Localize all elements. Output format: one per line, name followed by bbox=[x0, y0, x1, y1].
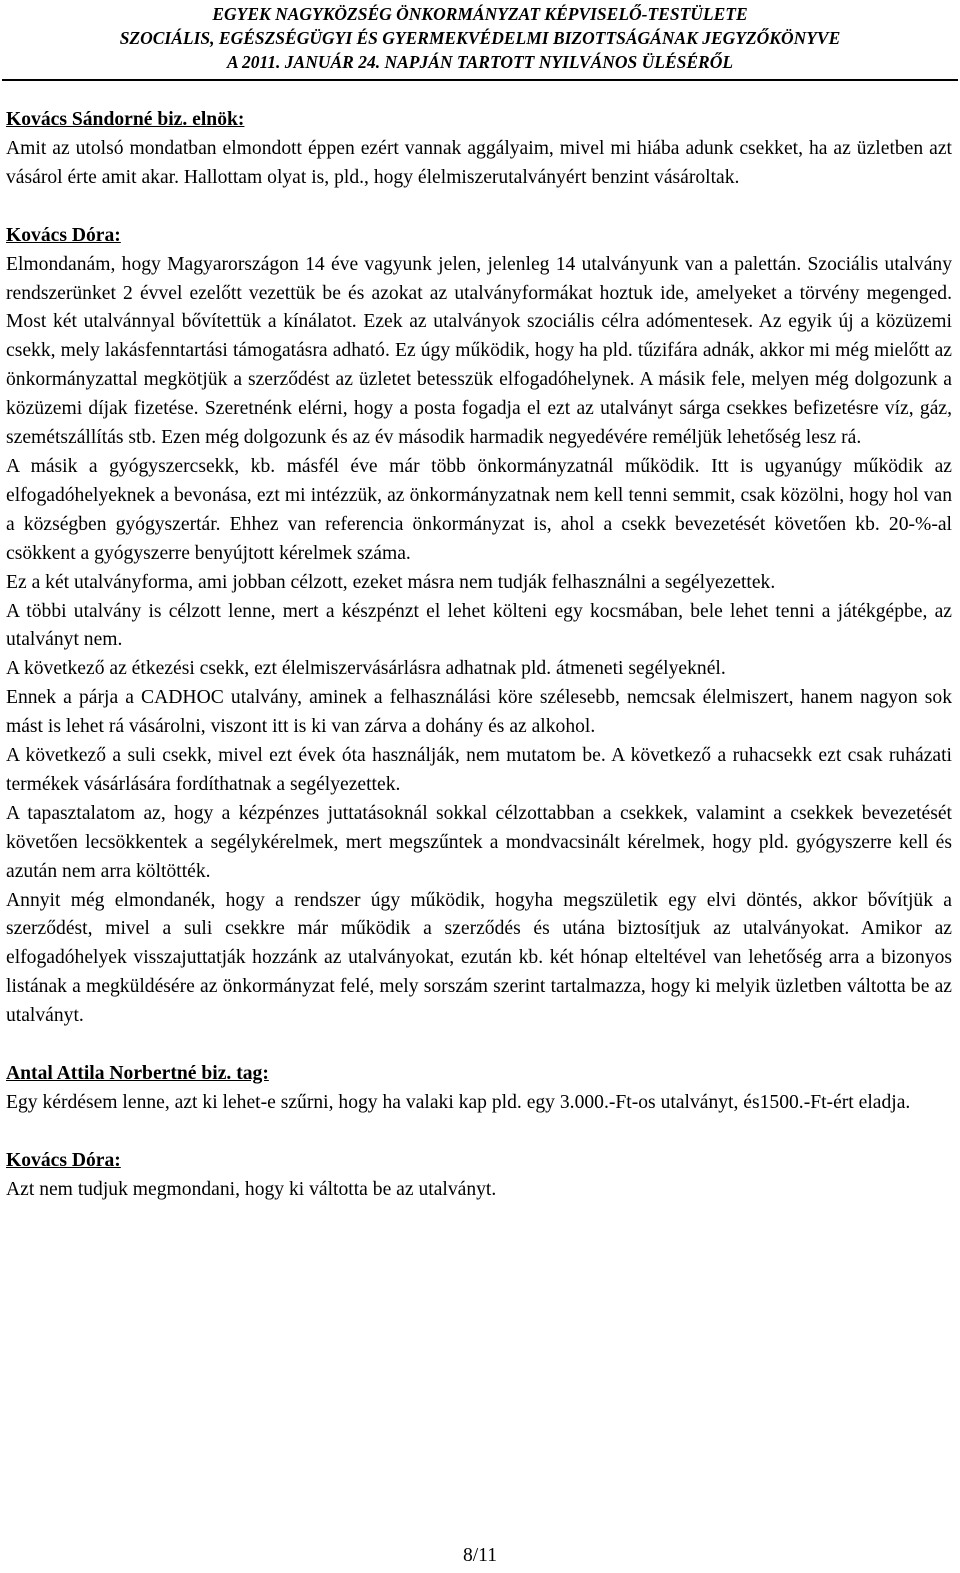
speaker-name: Kovács Sándorné biz. elnök: bbox=[6, 109, 245, 130]
statement-paragraph: A tapasztalatom az, hogy a kézpénzes juttatásoknál sokkal célzottabban a csekkek, valamint a csekkek bevezetését követően lecsökkentek a segélykérelmek, mert megszűntek a mondvacsinált kérelmek, hogy pld. gyógyszerre kell és azután nem arra költötték. bbox=[6, 802, 952, 882]
statement-paragraph: Azt nem tudjuk megmondani, hogy ki váltotta be az utalványt. bbox=[6, 1178, 497, 1200]
minutes-body bbox=[6, 106, 952, 1205]
statement-paragraph: A másik a gyógyszercsekk, kb. másfél éve már több önkormányzatnál működik. Itt is ugyanúgy működik az elfogadóhelyeknek a bevonása, ezt mi intézzük, az önkormányzatnak nem kell tenni semmit, csak közölni, hogy hol van a községben gyógyszertár. Ehhez van referencia önkormányzat is, ahol a csekk bevezetését követően kb. 20-%-al csökkent a gyógyszerre benyújtott kérelmek száma. bbox=[6, 455, 952, 564]
speaker-name: Kovács Dóra: bbox=[6, 224, 121, 246]
speaker-name: Antal Attila Norbertné biz. tag: bbox=[6, 1063, 269, 1085]
statement-paragraph: Egy kérdésem lenne, azt ki lehet-e szűrni, hogy ha valaki kap pld. egy 3.000.-Ft-os utalványt, és1500.-Ft-ért eladja. bbox=[6, 1092, 911, 1113]
header-line-2: SZOCIÁLIS, EGÉSZSÉGÜGYI ÉS GYERMEKVÉDELMI BIZOTTSÁGÁNAK JEGYZŐKÖNYVE bbox=[119, 28, 841, 48]
section-spacer bbox=[6, 1031, 952, 1060]
statement-paragraph: Annyit még elmondanék, hogy a rendszer úgy működik, hogyha megszületik egy elvi döntés, akkor bővítjük a szerződést, mivel a suli csekkre már működik a szerződés és utána biztosítjuk az utalványokat. Amikor az elfogadóhelyek visszajuttatják hozzánk az utalványokat, ezután kb. két hónap elteltével van lehetőség arra a bizonyos listának a megküldésére az önkormányzat felé, mely sorszám szerint tartalmazza, hogy ki melyik üzletben váltotta be az utalványt. bbox=[6, 889, 952, 1027]
header-line-3: A 2011. JANUÁR 24. NAPJÁN TARTOTT NYILVÁNOS ÜLÉSÉRŐL bbox=[226, 52, 734, 72]
statement-paragraph: Amit az utolsó mondatban elmondott éppen ezért vannak aggályaim, mivel mi hiába adunk csekket, ha az üzletben azt vásárol érte amit akar. Hallottam olyat is, pld., hogy élelmiszerutalványért benzint vásároltak. bbox=[6, 137, 952, 188]
page-number: 8/11 bbox=[462, 1545, 498, 1566]
statement-paragraph: Ennek a párja a CADHOC utalvány, aminek a felhasználási köre szélesebb, nemcsak élelmiszert, hanem nagyon sok mást is lehet rá vásárolni, viszont itt is ki van zárva a dohány és az alkohol. bbox=[6, 687, 952, 738]
section-spacer bbox=[6, 1118, 952, 1147]
statement-paragraph: A következő az étkezési csekk, ezt élelmiszervásárlásra adhatnak pld. átmeneti segélyeknél. bbox=[6, 658, 726, 680]
statement-paragraph: Ez a két utalványforma, ami jobban célzott, ezeket másra nem tudják felhasználni a segélyezettek. bbox=[6, 571, 776, 593]
statement-paragraph: A következő a suli csekk, mivel ezt évek óta használják, nem mutatom be. A következő a ruhacsekk ezt csak ruházati termékek vásárlására fordíthatnak a segélyezettek. bbox=[6, 745, 952, 795]
speaker-name: Kovács Dóra: bbox=[6, 1149, 121, 1171]
statement-paragraph: A többi utalvány is célzott lenne, mert a készpénzt el lehet költeni egy kocsmában, bele lehet tenni a játékgépbe, az utalványt nem. bbox=[6, 600, 952, 651]
statement-paragraph: Elmondanám, hogy Magyarországon 14 éve vagyunk jelen, jelenleg 14 utalványunk van a palettán. Szociális utalvány rendszerünket 2 évvel ezelőtt vezettük be és azokat az utalványformákat hoztuk ide, amelyeket a törvény megenged. Most két utalvánnyal bővítettük a kínálatot. Ezek az utalványok szociális célra adómentesek. Az egyik új a közüzemi csekk, mely lakásfenntartási támogatásra adható. Ez úgy működik, hogy ha pld. tűzifára adnák, akkor mi még mielőtt az önkormányzattal megkötjük a szerződést az üzletet betesszük elfogadóhelynek. A másik fele, melyen még dolgozunk a közüzemi díjak fizetése. Szeretnénk elérni, hogy a posta fogadja el ezt az utalványt sárga csekkes befizetésre víz, gáz, szemétszállítás stb. Ezen még dolgozunk és az év második harmadik negyedévére reméljük lehetőség lesz rá. bbox=[6, 253, 952, 449]
header-line-1: EGYEK NAGYKÖZSÉG ÖNKORMÁNYZAT KÉPVISELŐ-TESTÜLETE bbox=[212, 4, 748, 24]
section-spacer bbox=[6, 193, 952, 222]
header-divider bbox=[2, 79, 958, 81]
document-header bbox=[0, 2, 960, 74]
